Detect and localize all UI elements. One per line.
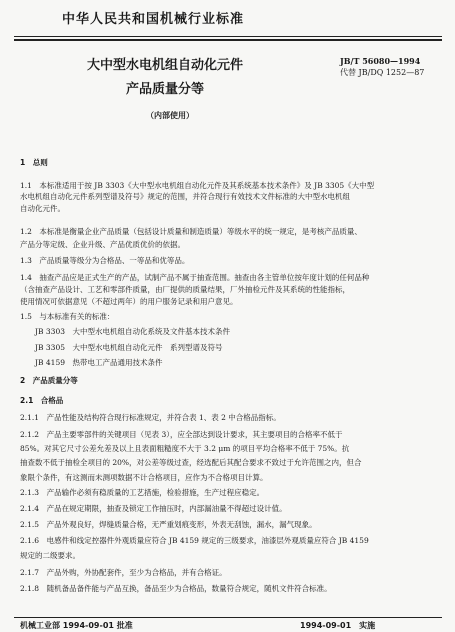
paragraph-line: 85%。对其它尺寸公差允差及以上且表面粗糙度不大于 3.2 μm 的项目平均合格率不低于 75%。抗 — [20, 444, 350, 453]
paragraph-line: 象限个条件，有这测而未测项数据不计合格项目，应作为不合格项目计算。 — [20, 473, 268, 482]
section-heading: 1 总则 — [20, 158, 48, 167]
paragraph-line: 2.1.1 产品性能及结构符合现行标准规定，并符合表 1、表 2 中合格品指标。 — [20, 413, 281, 422]
section-heading: 2.1 合格品 — [20, 396, 64, 405]
section-heading: 2 产品质量分等 — [20, 376, 78, 385]
approval-info: 机械工业部 1994-09-01 批准 — [20, 621, 133, 630]
paragraph-line: 自动化元件。 — [20, 204, 65, 213]
paragraph-line: 2.1.6 电感件和线定控器件外观质量应符合 JB 4159 规定的三级要求，油漆层外观质量应符合 JB 4159 — [20, 536, 369, 545]
paragraph-line: 1.4 抽查产品应是正式生产的产品，试制产品不属于抽查范围。抽查由各主管单位按年度计划的任何品种 — [20, 273, 370, 282]
paragraph-line: 1.5 与本标准有关的标准： — [20, 312, 115, 321]
paragraph-line: 1.3 产品质量等级分为合格品、一等品和优等品。 — [20, 256, 190, 265]
header-rule-thick — [14, 39, 442, 41]
replaced-standard: 代替 JB/DQ 1252—87 — [340, 68, 425, 77]
implementation-date: 1994-09-01 实施 — [300, 621, 376, 630]
paragraph-line: 2.1.5 产品外观良好，焊缝质量合格，无严重划痕变形，外表无刮蚀，漏水，漏气现象。 — [20, 520, 317, 529]
paragraph-line: 水电机组自动化元件系列型谱及符号》规定的范围，并符合现行有效技术文件标准的大中型水电机组 — [20, 192, 350, 201]
paragraph-line: 规定的二级要求。 — [20, 551, 80, 560]
paragraph-line: JB 3303 大中型水电机组自动化系统及文件基本技术条件 — [20, 327, 230, 336]
paragraph-line: 1.2 本标准是衡量企业产品质量（包括设计质量和制造质量）等级水平的统一规定，是考核产品质量、 — [20, 227, 362, 236]
footer-rule — [14, 617, 442, 618]
standard-number: JB/T 56080—1994 — [340, 56, 421, 66]
paragraph-line: 抽查数不低于抽检全项目的 20%，对公差等级过查，经选配后其配合要求不致过于允许范围之内，但合 — [20, 458, 362, 467]
usage-note: （内部使用） — [146, 111, 194, 120]
paragraph-line: 1.1 本标准适用于按 JB 3303《大中型水电机组自动化元件及其系统基本技术条件》及 JB 3305《大中型 — [20, 181, 375, 190]
document-title: 大中型水电机组自动化元件 — [86, 58, 243, 73]
paragraph-line: 2.1.2 产品主要零部件的关键项目（见表 3），应全部达到设计要求，其主要项目的合格率不低于 — [20, 430, 343, 439]
paragraph-line: 使用情况可依据意见（不超过两年）的用户服务记录和用户意见。 — [20, 297, 238, 306]
paragraph-line: JB 3305 大中型水电机组自动化元件 系列型谱及符号 — [20, 343, 223, 352]
paragraph-line: 2.1.4 产品在规定期限，抽查及锁定工作抽压时，内部漏油量不得超过设计值。 — [20, 504, 287, 513]
standard-header: 中华人民共和国机械行业标准 — [62, 12, 245, 27]
document-title-line2: 产品质量分等 — [125, 82, 204, 97]
header-rule — [14, 36, 442, 37]
paragraph-line: 2.1.3 产品输作必须有稳质量的工艺措施，检验措施，生产过程应稳定。 — [20, 488, 265, 497]
paragraph-line: JB 4159 热带电工产品通用技术条件 — [20, 358, 163, 367]
paragraph-line: （含抽查产品设计、工艺和零部件质量，由厂提供的质量结果，厂外抽检元件及其系统的性能指标， — [20, 285, 350, 294]
paragraph-line: 2.1.7 产品外购，外协配套件，至少为合格品，并有合格证。 — [20, 568, 227, 577]
paragraph-line: 2.1.8 随机备品备件能与产品互换，备品至少为合格品，数量符合规定，随机文件符合标准。 — [20, 584, 332, 593]
paragraph-line: 产品分等定级、企业升级、产品优质优价的依据。 — [20, 240, 185, 249]
